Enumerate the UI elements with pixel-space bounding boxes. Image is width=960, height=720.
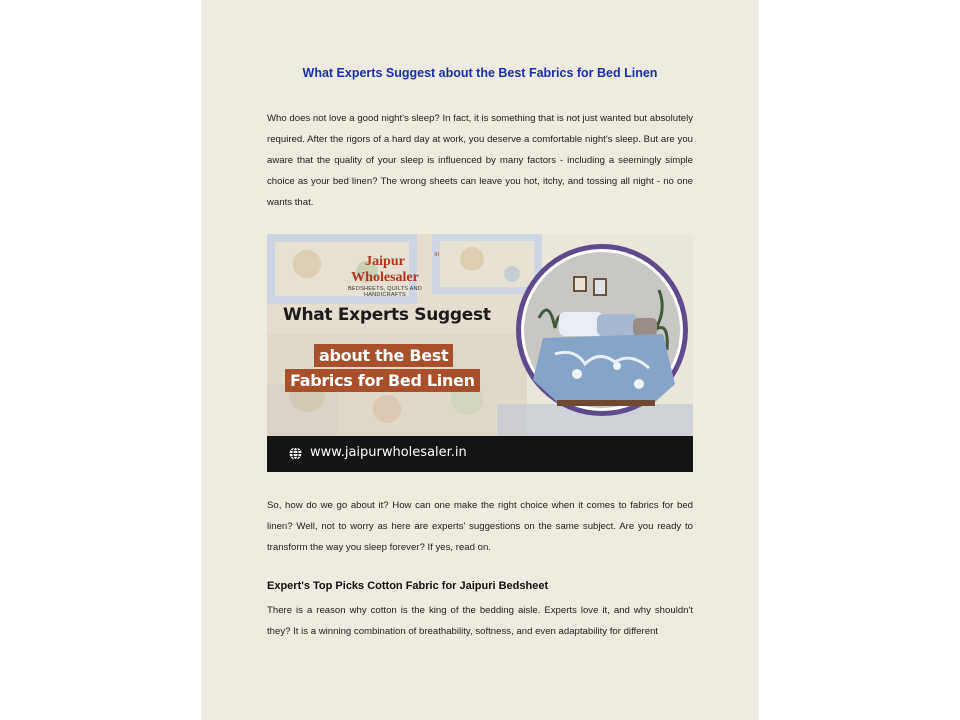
- logo-name: Jaipur Wholesaler: [351, 254, 419, 285]
- banner-headline-line2: about the Best: [314, 344, 453, 367]
- banner-headline-line1: What Experts Suggest: [283, 305, 491, 325]
- jaipur-wholesaler-logo: [333, 254, 437, 298]
- globe-icon: [289, 447, 302, 460]
- banner-headline-line3: Fabrics for Bed Linen: [285, 369, 480, 392]
- article-banner-image: [267, 234, 693, 472]
- document-title: What Experts Suggest about the Best Fabrics for Bed Linen: [302, 66, 658, 80]
- document-page: [201, 0, 759, 720]
- banner-footer-bar: [267, 436, 693, 472]
- intro-paragraph: Who does not love a good night's sleep? In fact, it is something that is not just wanted but absolutely required. After the rigors of a hard day at work, you deserve a comfortable night's sleep. But are you aware that the quality of your sleep is influenced by many factors - including a seemingly simple choice as your bed linen? The wrong sheets can leave you hot, itchy, and tossing all night - no one wants that.: [267, 113, 693, 208]
- bedroom-photo-circle: [516, 244, 688, 416]
- website-url: www.jaipurwholesaler.in: [310, 445, 467, 460]
- second-paragraph: So, how do we go about it? How can one make the right choice when it comes to fabrics for bed linen? Well, not to worry as here are experts' suggestions on the same subject. Are you ready to transform the way you sleep forever? If yes, read on.: [267, 500, 693, 553]
- section-heading: Expert's Top Picks Cotton Fabric for Jaipuri Bedsheet: [267, 580, 549, 592]
- logo-tagline: BEDSHEETS, QUILTS AND HANDICRAFTS: [347, 286, 423, 298]
- logo-superscript: in: [434, 252, 439, 258]
- section-paragraph: There is a reason why cotton is the king of the bedding aisle. Experts love it, and why shouldn't they? It is a winning combination of breathability, softness, and even adaptability for different: [267, 605, 693, 637]
